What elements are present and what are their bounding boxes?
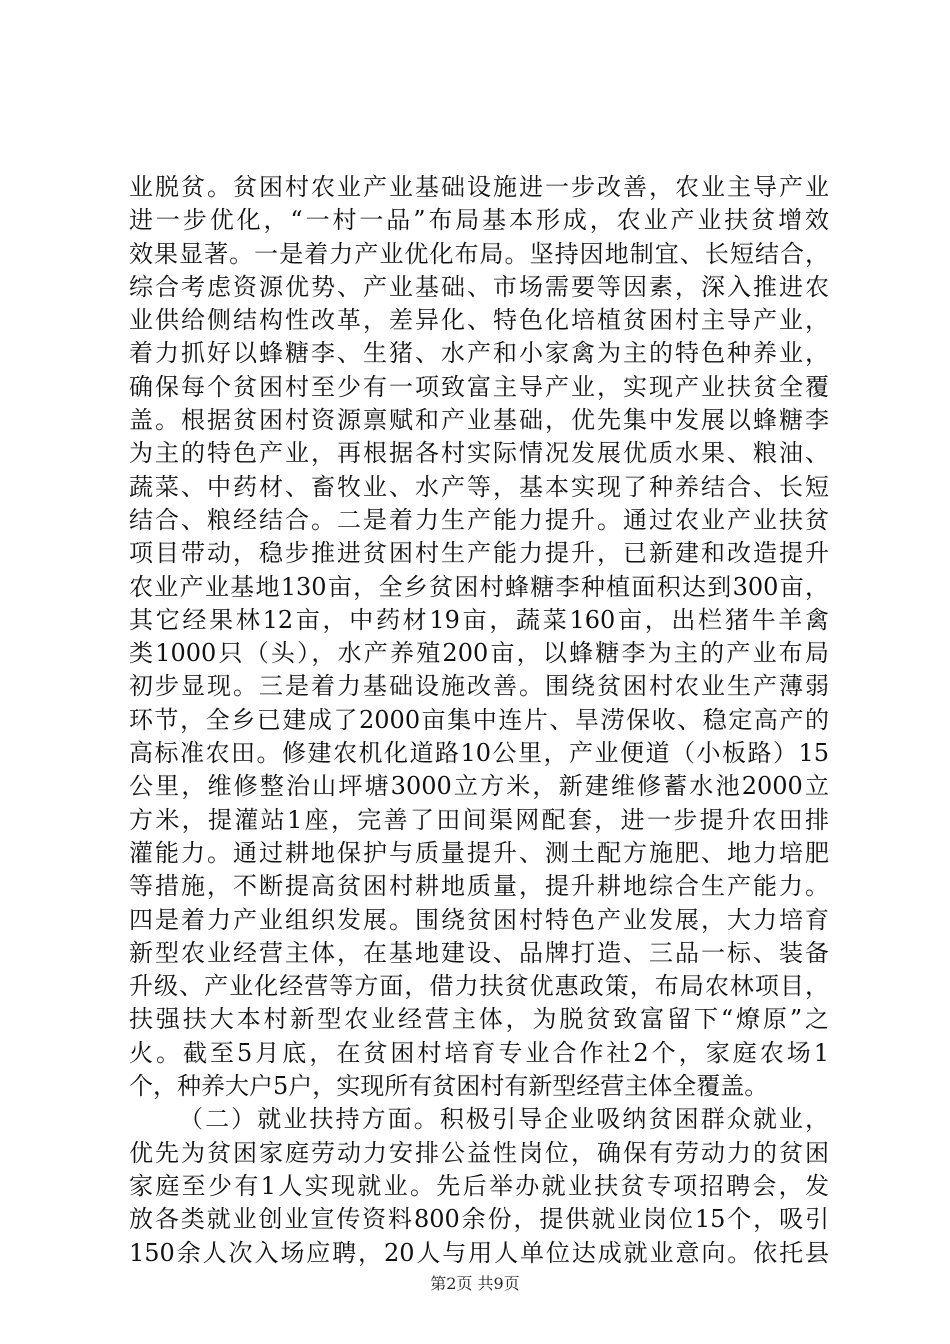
text-line: 新型农业经营主体，在基地建设、品牌打造、三品一标、装备: [129, 938, 829, 967]
text-line: 升级、产业化经营等方面，借力扶贫优惠政策，布局农林项目，: [129, 972, 829, 1001]
text-line: 灌能力。通过耕地保护与质量提升、测土配方施肥、地力培肥: [129, 838, 829, 867]
text-line: 蔬菜、中药材、畜牧业、水产等，基本实现了种养结合、长短: [129, 472, 829, 501]
text-line: 150余人次入场应聘，20人与用人单位达成就业意向。依托县: [129, 1238, 829, 1267]
text-line: 确保每个贫困村至少有一项致富主导产业，实现产业扶贫全覆: [129, 372, 829, 401]
body-text: [129, 171, 829, 1270]
text-line: 火。截至5月底，在贫困村培育专业合作社2个，家庭农场1: [129, 1038, 829, 1067]
text-line: 着力抓好以蜂糖李、生猪、水产和小家禽为主的特色种养业，: [129, 339, 829, 368]
text-line-section-heading: （二）就业扶持方面。积极引导企业吸纳贫困群众就业，: [179, 1105, 829, 1134]
page-number-footer: 第2页 共9页: [430, 1274, 520, 1293]
text-line: 四是着力产业组织发展。围绕贫困村特色产业发展，大力培育: [129, 905, 829, 934]
text-line: 等措施，不断提高贫困村耕地质量，提升耕地综合生产能力。: [129, 872, 829, 901]
text-line: 项目带动，稳步推进贫困村生产能力提升，已新建和改造提升: [129, 539, 829, 568]
text-line: 效果显著。一是着力产业优化布局。坚持因地制宜、长短结合，: [129, 239, 829, 268]
text-line: 类1000只（头），水产养殖200亩，以蜂糖李为主的产业布局: [129, 639, 829, 668]
text-line: 放各类就业创业宣传资料800余份，提供就业岗位15个，吸引: [129, 1205, 829, 1234]
text-line: 公里，维修整治山坪塘3000立方米，新建维修蓄水池2000立: [129, 772, 829, 801]
text-line: 进一步优化，“一村一品”布局基本形成，农业产业扶贫增效: [129, 206, 829, 235]
text-line: 盖。根据贫困村资源禀赋和产业基础，优先集中发展以蜂糖李: [129, 406, 829, 435]
text-line: 家庭至少有1人实现就业。先后举办就业扶贫专项招聘会，发: [129, 1171, 829, 1200]
text-line: 方米，提灌站1座，完善了田间渠网配套，进一步提升农田排: [129, 805, 829, 834]
text-line: 综合考虑资源优势、产业基础、市场需要等因素，深入推进农: [129, 272, 829, 301]
text-line: 初步显现。三是着力基础设施改善。围绕贫困村农业生产薄弱: [129, 672, 829, 701]
text-line: 农业产业基地130亩，全乡贫困村蜂糖李种植面积达到300亩，: [129, 572, 829, 601]
text-line: 为主的特色产业，再根据各村实际情况发展优质水果、粮油、: [129, 439, 829, 468]
text-line: 环节，全乡已建成了2000亩集中连片、旱涝保收、稳定高产的: [129, 705, 829, 734]
text-line: 高标准农田。修建农机化道路10公里，产业便道（小板路）15: [129, 739, 829, 768]
text-line: 扶强扶大本村新型农业经营主体，为脱贫致富留下“燎原”之: [129, 1005, 829, 1034]
text-line: 结合、粮经结合。二是着力生产能力提升。通过农业产业扶贫: [129, 505, 829, 534]
text-line: 其它经果林12亩，中药材19亩，蔬菜160亩，出栏猪牛羊禽: [129, 605, 829, 634]
text-line: 优先为贫困家庭劳动力安排公益性岗位，确保有劳动力的贫困: [129, 1138, 829, 1167]
text-line-paragraph-end: 个，种养大户5户，实现所有贫困村有新型经营主体全覆盖。: [129, 1072, 769, 1101]
text-line: 业脱贫。贫困村农业产业基础设施进一步改善，农业主导产业: [129, 173, 829, 201]
text-line: 业供给侧结构性改革，差异化、特色化培植贫困村主导产业，: [129, 306, 829, 335]
